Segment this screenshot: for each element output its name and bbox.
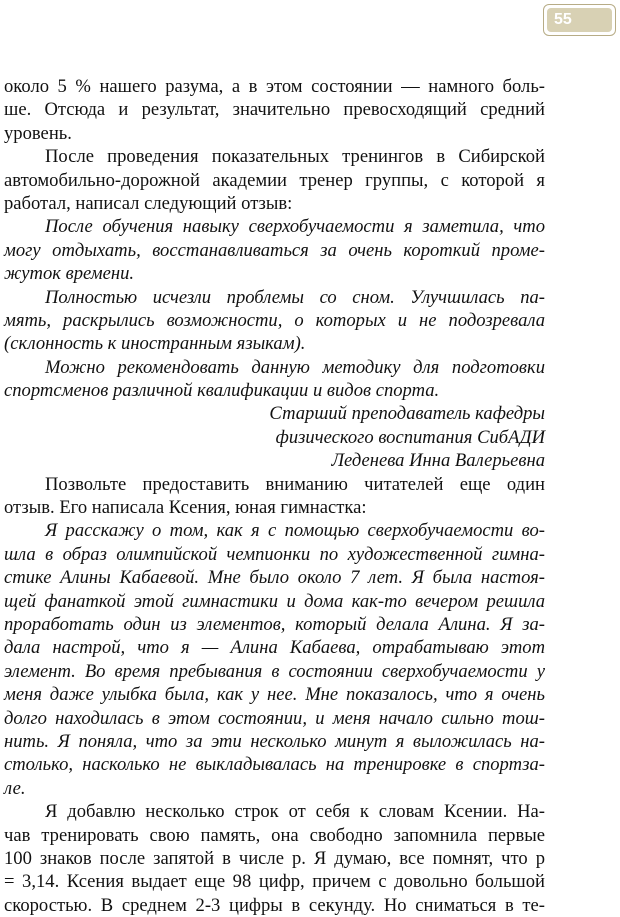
text-line: Я расскажу о том, как я с помощью сверхобучаемости во- (45, 520, 545, 542)
text-line: чав тренировать свою память, она свободно запомнила первые (4, 824, 545, 846)
text-line: Старший преподаватель кафедры (269, 403, 545, 425)
text-line: щей фанаткой этой гимнастики и дома как-то вечером решила (4, 590, 545, 612)
text-line: После обучения навыку сверхобучаемости я заметила, что (45, 216, 545, 238)
text-line: нить. Я поняла, что за эти несколько минут я выложилась на- (4, 730, 545, 752)
text-line: Леденева Инна Валерьевна (331, 450, 545, 472)
text-line: скоростью. В среднем 2-3 цифры в секунду. Но сниматься в те- (4, 894, 545, 916)
text-line: Полностью исчезли проблемы со сном. Улучшилась па- (45, 286, 545, 308)
text-line: элемент. Во время пребывания в состоянии сверхобучаемости у (4, 660, 545, 682)
page-body-text (4, 75, 545, 917)
text-line: мять, раскрылись возможности, о которых и не подозревала (4, 309, 545, 331)
text-line: отзыв. Его написала Ксения, юная гимнастка: (4, 497, 367, 519)
text-line: работал, написал следующий отзыв: (4, 192, 293, 214)
text-line: физического воспитания СибАДИ (275, 426, 545, 448)
text-line: автомобильно-дорожной академии тренер группы, с которой я (4, 169, 545, 191)
text-line: около 5 % нашего разума, а в этом состоянии — намного боль- (4, 76, 545, 97)
text-line: меня даже улыбка была, как у нее. Мне показалось, что я очень (4, 684, 545, 706)
text-line: уровень. (4, 122, 72, 144)
page-number: 55 (547, 8, 612, 32)
text-line: 100 знаков после запятой в числе р. Я думаю, все помнят, что р (4, 847, 545, 869)
text-line: стике Алины Кабаевой. Мне было около 7 лет. Я была настоя- (4, 567, 545, 589)
text-line: шла в образ олимпийской чемпионки по художественной гимна- (4, 543, 545, 565)
text-line: = 3,14. Ксения выдает еще 98 цифр, причем с довольно большой (4, 871, 545, 893)
text-line: проработать один из элементов, который делала Алина. Я за- (4, 613, 545, 635)
text-line: жуток времени. (4, 263, 135, 285)
page-number-badge (543, 4, 616, 36)
text-line: После проведения показательных тренингов в Сибирской (45, 146, 545, 168)
text-line: ше. Отсюда и результат, значительно превосходящий средний (4, 99, 545, 121)
text-line: Позвольте предоставить вниманию читателей еще один (45, 473, 545, 495)
text-line: (склонность к иностранным языкам). (4, 333, 306, 355)
text-line: долго находилась в этом состоянии, и меня начало сильно тош- (4, 707, 545, 729)
text-line: спортсменов различной квалификации и видов спорта. (4, 380, 440, 402)
text-line: столько, насколько не выкладывалась на тренировке в спортза- (4, 754, 545, 776)
text-line: могу отдыхать, восстанавливаться за очень короткий проме- (4, 239, 545, 261)
text-line: Можно рекомендовать данную методику для подготовки (45, 356, 545, 378)
text-line: ле. (4, 777, 26, 799)
text-line: Я добавлю несколько строк от себя к словам Ксении. На- (45, 801, 545, 823)
text-line: дала настрой, что я — Алина Кабаева, отрабатываю этот (4, 637, 545, 659)
